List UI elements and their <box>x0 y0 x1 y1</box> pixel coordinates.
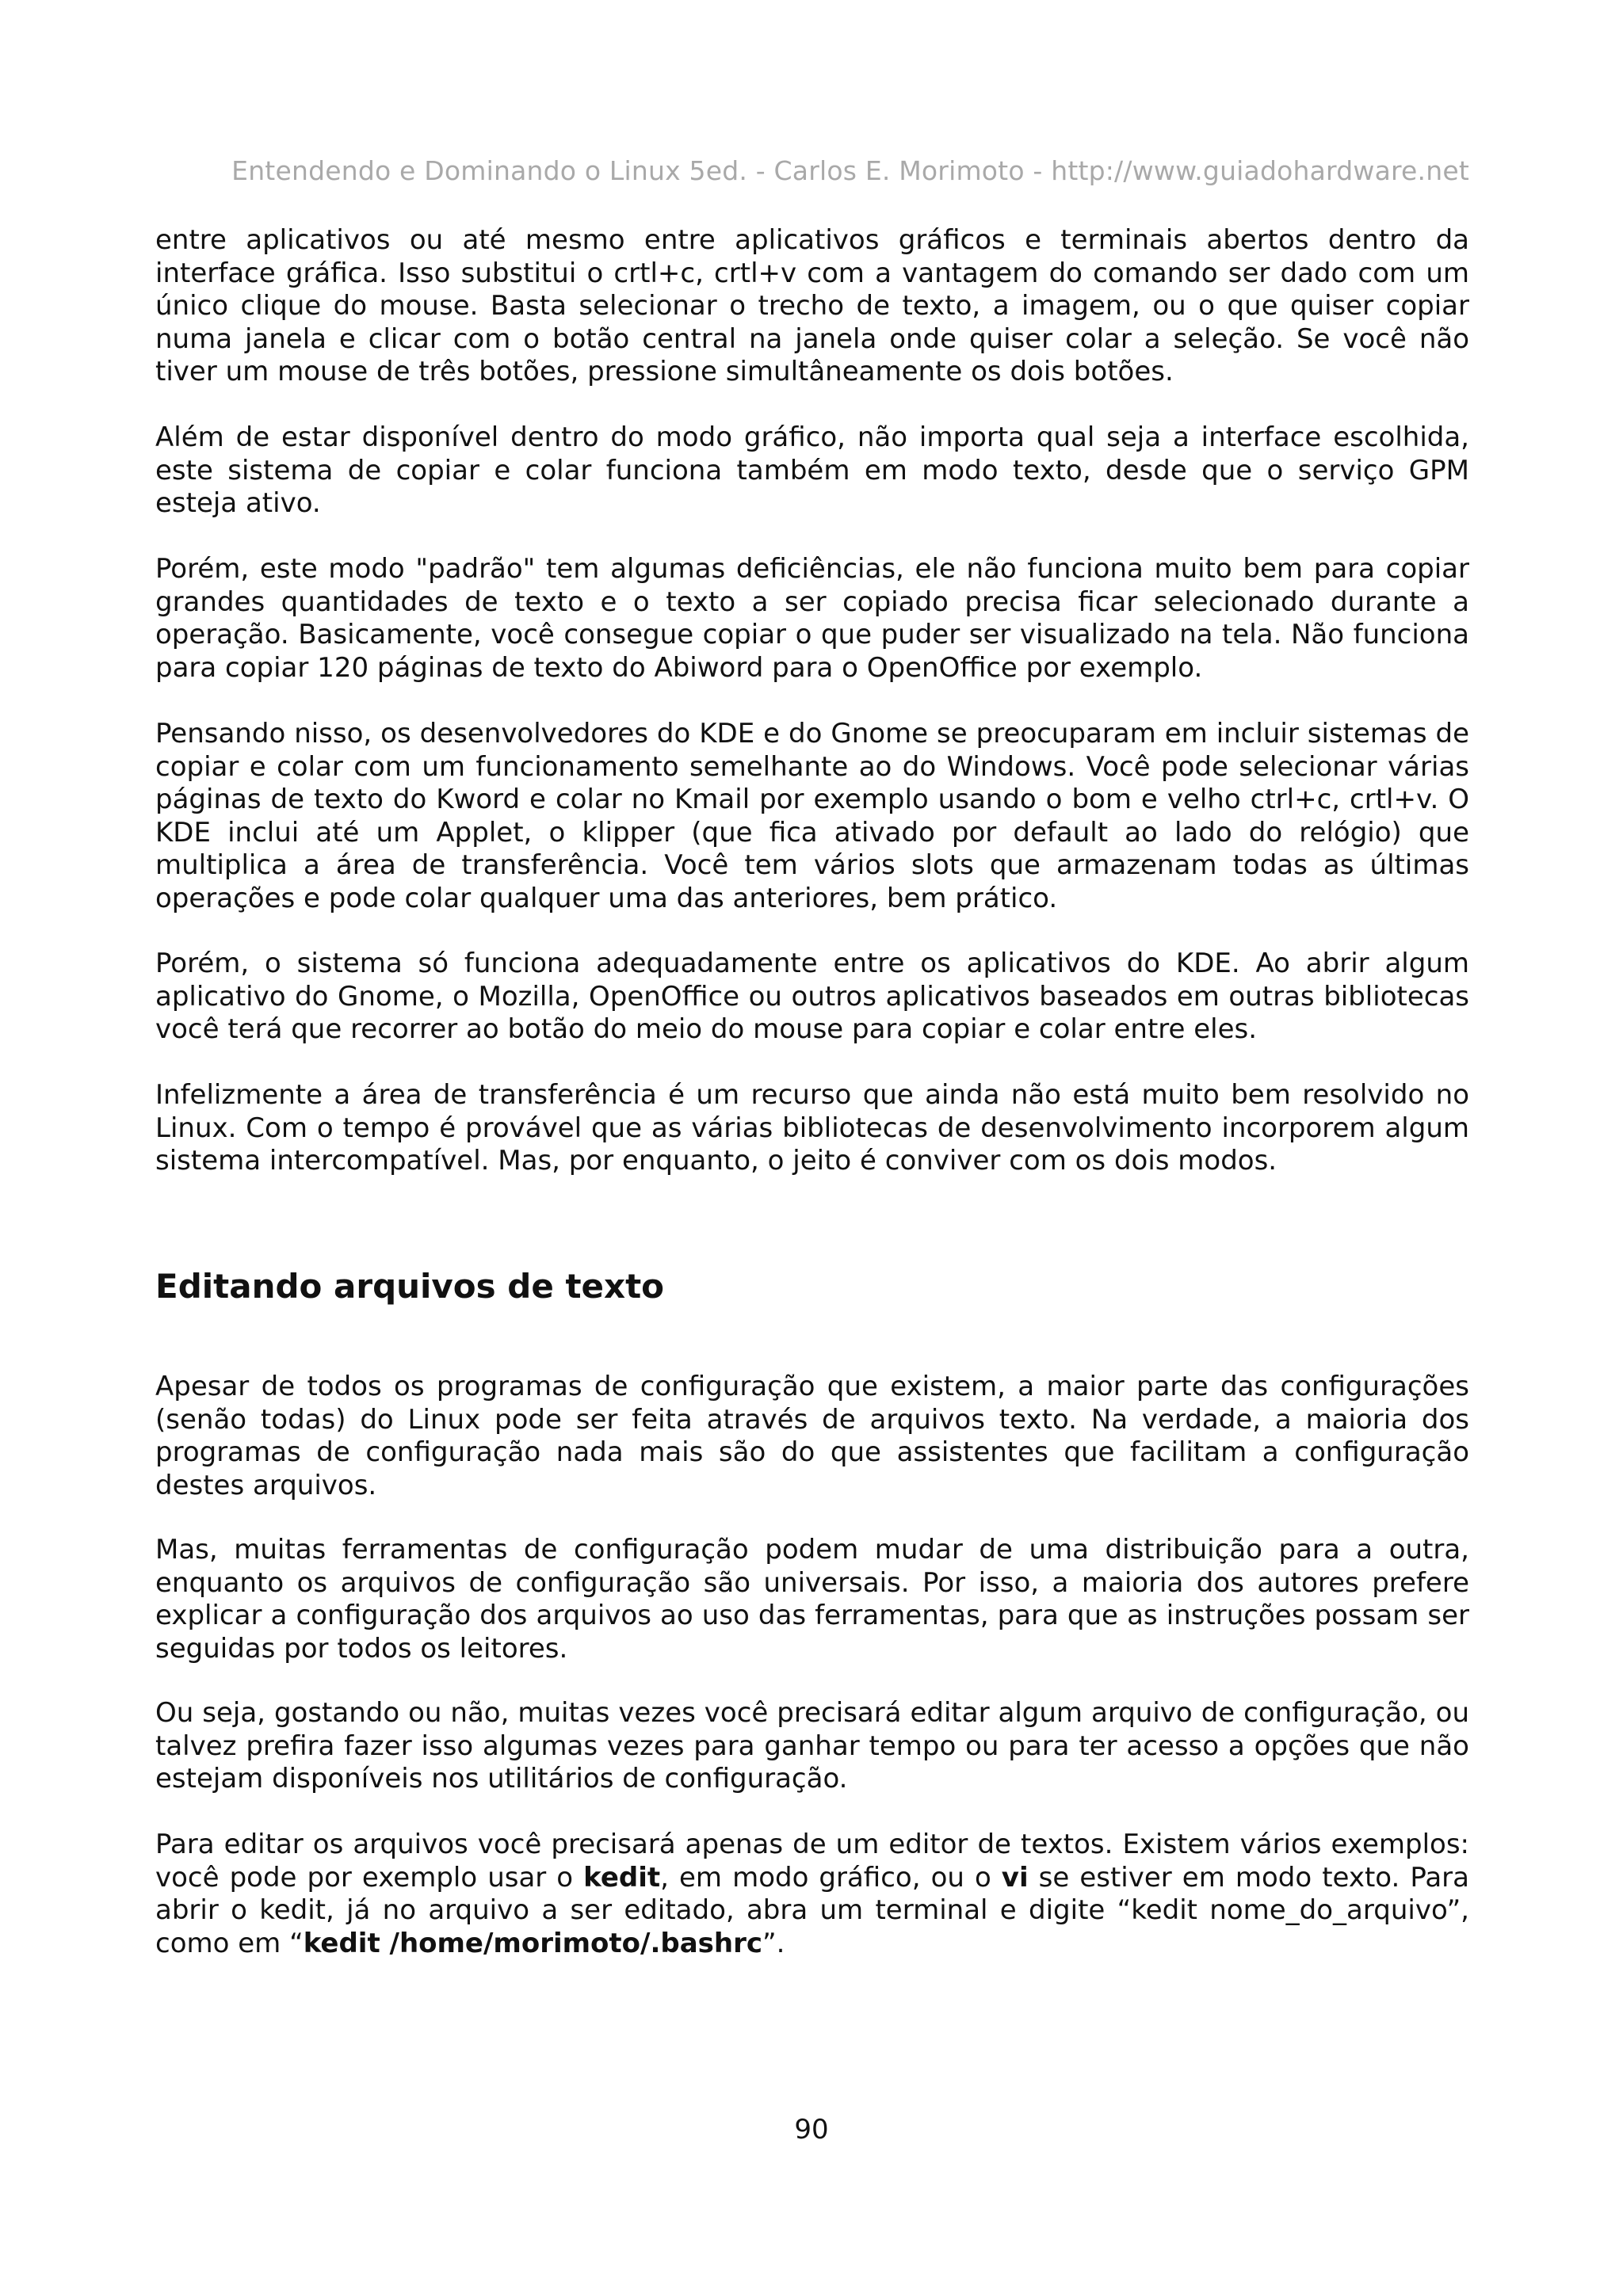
paragraph: Apesar de todos os programas de configuração que existem, a maior parte das configurações (senão todas) do Linux pode ser feita através de arquivos texto. Na verdade, a maioria dos programas de configuração nada mais são do que assistentes que facilitam a configuração destes arquivos. <box>155 1371 1469 1501</box>
paragraph-6-block <box>155 1079 1469 1178</box>
paragraph: Pensando nisso, os desenvolvedores do KDE e do Gnome se preocuparam em incluir sistemas de copiar e colar com um funcionamento semelhante ao do Windows. Você pode selecionar várias páginas de texto do Kword e colar no Kmail por exemplo usando o bom e velho ctrl+c, crtl+v. O KDE inclui até um Applet, o klipper (que fica ativado por default ao lado do relógio) que multiplica a área de transferência. Você tem vários slots que armazenam todas as últimas operações e pode colar qualquer uma das anteriores, bem prático. <box>155 718 1469 914</box>
paragraph: Porém, o sistema só funciona adequadamente entre os aplicativos do KDE. Ao abrir algum aplicativo do Gnome, o Mozilla, OpenOffice ou outros aplicativos baseados em outras bibliotecas você terá que recorrer ao botão do meio do mouse para copiar e colar entre eles. <box>155 948 1469 1045</box>
paragraph: Porém, este modo "padrão" tem algumas deficiências, ele não funciona muito bem para copiar grandes quantidades de texto e o texto a ser copiado precisa ficar selecionado durante a operação. Basicamente, você consegue copiar o que puder ser visualizado na tela. Não funciona para copiar 120 páginas de texto do Abiword para o OpenOffice por exemplo. <box>155 553 1469 684</box>
command-example: kedit /home/morimoto/.bashrc <box>303 1927 762 1959</box>
running-header: Entendendo e Dominando o Linux 5ed. - Carlos E. Morimoto - http://www.guiadohardware.net <box>231 155 1469 186</box>
paragraph: Além de estar disponível dentro do modo gráfico, não importa qual seja a interface escolhida, este sistema de copiar e colar funciona também em modo texto, desde que o serviço GPM esteja ativo. <box>155 421 1469 519</box>
paragraph-with-commands <box>155 1829 1469 1960</box>
text-run: ”. <box>762 1927 785 1959</box>
text-run: Para editar os arquivos você precisará apenas de um editor de textos. Existem vários exemplos: você pode por exemplo usar o <box>155 1829 1469 1894</box>
page-number: 90 <box>794 2114 829 2145</box>
paragraph: Ou seja, gostando ou não, muitas vezes você precisará editar algum arquivo de configuração, ou talvez prefira fazer isso algumas vezes para ganhar tempo ou para ter acesso a opções que não estejam disponíveis nos utilitários de configuração. <box>155 1697 1469 1794</box>
paragraph-1-block <box>155 224 1469 389</box>
section-paragraph-2-block <box>155 1534 1469 1665</box>
paragraph-2-block <box>155 421 1469 521</box>
command-vi: vi <box>1001 1861 1029 1894</box>
text-run: , em modo gráfico, ou o <box>660 1861 1002 1894</box>
paragraph: Infelizmente a área de transferência é um recurso que ainda não está muito bem resolvido no Linux. Com o tempo é provável que as várias bibliotecas de desenvolvimento incorporem algum sistema intercompatível. Mas, por enquanto, o jeito é conviver com os dois modos. <box>155 1079 1469 1177</box>
paragraph: entre aplicativos ou até mesmo entre aplicativos gráficos e terminais abertos dentro da interface gráfica. Isso substitui o crtl+c, crtl+v com a vantagem do comando ser dado com um único clique do mouse. Basta selecionar o trecho de texto, a imagem, ou o que quiser copiar numa janela e clicar com o botão central na janela onde quiser colar a seleção. Se você não tiver um mouse de três botões, pressione simultâneamente os dois botões. <box>155 224 1469 387</box>
command-kedit: kedit <box>583 1861 661 1894</box>
paragraph: Mas, muitas ferramentas de configuração podem mudar de uma distribuição para a outra, enquanto os arquivos de configuração são universais. Por isso, a maioria dos autores prefere explicar a configuração dos arquivos ao uso das ferramentas, para que as instruções possam ser seguidas por todos os leitores. <box>155 1534 1469 1665</box>
text-run: se estiver em modo texto. Para abrir o kedit, já no arquivo a ser editado, abra um terminal e digite “kedit nome_do_arquivo”, como em “ <box>155 1861 1469 1959</box>
paragraph-4-block <box>155 718 1469 915</box>
section-paragraph-3-block <box>155 1697 1469 1796</box>
section-paragraph-1-block <box>155 1371 1469 1502</box>
paragraph-5-block <box>155 948 1469 1047</box>
paragraph-3-block <box>155 553 1469 685</box>
section-paragraph-4-block <box>155 1829 1469 1960</box>
section-heading: Editando arquivos de texto <box>155 1267 665 1306</box>
